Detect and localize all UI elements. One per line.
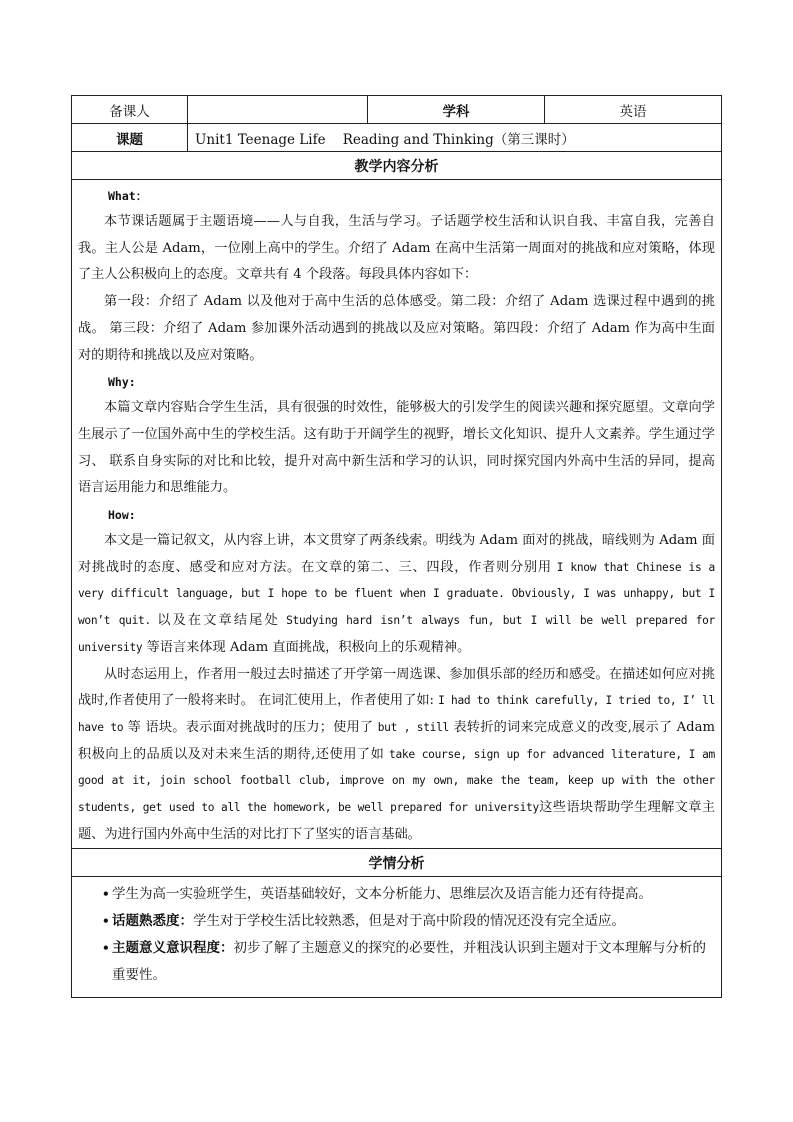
learner-item <box>78 935 715 989</box>
content-analysis-body-row <box>72 180 721 849</box>
how-paragraph-2 <box>78 662 715 849</box>
what-label: What： <box>108 189 148 203</box>
what-paragraph-1: 本节课话题属于主题语境——人与自我，生活与学习。子话题学校生活和认识自我、丰富自我，完善自我。主人公是 Adam，一位刚上高中的学生。介绍了 Adam 在高中生活第一周面对的挑战和应对策略，体现了主人公积极向上的态度。文章共有 4 个段落。每段具体内容如下： <box>78 214 715 283</box>
content-analysis-title: 教学内容分析 <box>354 158 439 175</box>
how-p2-quote-c: take course, sign up for advanced literature, I am good at it, join school football club, improve on my own, make the team, keep up with the other students, get used to all the homework, be well prepared for university <box>78 747 715 815</box>
content-analysis-title-row <box>72 152 721 180</box>
preparer-label: 备课人 <box>109 103 150 120</box>
subject-label: 学科 <box>367 96 544 123</box>
topic-value: Unit1 Teenage Life Reading and Thinking（第三课时） <box>187 124 721 151</box>
learner-analysis-title: 学情分析 <box>368 855 425 872</box>
why-label: Why: <box>108 375 136 390</box>
content-analysis-body <box>72 180 721 848</box>
lesson-plan-table <box>71 95 722 998</box>
learner-item-text: 初步了解了主题意义的探究的必要性，并粗浅认识到主题对于文本理解与分析的重要性。 <box>112 940 706 984</box>
how-p1-quote-b: Studying hard isn’t always fun, but I will be well prepared for university <box>78 614 715 654</box>
how-label: How: <box>108 508 136 523</box>
bullet-icon: • <box>102 941 110 956</box>
how-p1-quote-a: I know that Chinese is a very difficult language, but I hope to be fluent when I graduate. Obviously, I was unhappy, but I won’t quit. <box>78 560 715 628</box>
how-p2-text-c: 表转折的词来完成意义的改变,展示了 Adam 积极向上的品质以及对未来生活的期待,还使用了如 <box>78 719 715 762</box>
subject-value: 英语 <box>544 96 721 123</box>
learner-item-text: 学生为高一实验班学生，英语基础较好，文本分析能力、思维层次及语言能力还有待提高。 <box>112 886 652 903</box>
how-p1-text-b: 以及在文章结尾处 <box>150 613 287 629</box>
learner-item-bold: 话题熟悉度： <box>112 913 193 930</box>
topic-label: 课题 <box>116 131 143 148</box>
preparer-value <box>187 96 367 123</box>
header-row-2 <box>72 124 721 152</box>
learner-analysis-list <box>72 877 721 997</box>
learner-item-bold: 主题意义意识程度： <box>112 940 234 957</box>
learner-item <box>78 908 715 935</box>
learner-analysis-body-row <box>72 877 721 997</box>
learner-analysis-title-row <box>72 849 721 877</box>
how-paragraph-1 <box>78 528 715 662</box>
how-p2-text-d: 这些语块帮助学生理解文章主题、为进行国内外高中生活的对比打下了坚实的语言基础。 <box>78 800 716 842</box>
how-p2-quote-b: but , still <box>377 720 449 734</box>
how-p2-text-a: 从时态运用上，作者用一般过去时描述了开学第一周选课、参加俱乐部的经历和感受。在描述如何应对挑战时,作者使用了一般将来时。 在词汇使用上，作者使用了如: <box>78 666 715 709</box>
how-p2-text-b: 等 语块。表示面对挑战时的压力；使用了 <box>123 719 378 735</box>
learner-item-text: 学生对于学校生活比较熟悉，但是对于高中阶段的情况还没有完全适应。 <box>193 913 625 930</box>
how-p1-text-c: 等语言来体现 Adam 直面挑战，积极向上的乐观精神。 <box>142 639 471 655</box>
how-p2-quote-a: I had to think carefully, I tried to, I’ ll have to <box>78 694 715 734</box>
bullet-icon: • <box>102 914 110 929</box>
header-row-1 <box>72 96 721 124</box>
how-p1-text-a: 本文是一篇记叙文，从内容上讲，本文贯穿了两条线索。明线为 Adam 面对的挑战，暗线则为 Adam 面对挑战时的态度、感受和应对方法。在文章的第二、三、四段，作者则分别用 <box>78 533 715 575</box>
learner-item <box>78 881 715 908</box>
why-paragraph: 本篇文章内容贴合学生生活，具有很强的时效性，能够极大的引发学生的阅读兴趣和探究愿望。文章向学生展示了一位国外高中生的学校生活。这有助于开阔学生的视野，增长文化知识、提升人文素养。学生通过学习、 联系自身实际的对比和比较，提升对高中新生活和学习的认识，同时探究国内外高中生活的异同，提高语言运用能力和思维能力。 <box>78 400 715 496</box>
what-paragraph-2: 第一段：介绍了 Adam 以及他对于高中生活的总体感受。第二段：介绍了 Adam 选课过程中遇到的挑战。 第三段：介绍了 Adam 参加课外活动遇到的挑战以及应对策略。第四段：介绍了 Adam 作为高中生面对的期待和挑战以及应对策略。 <box>78 294 715 363</box>
bullet-icon: • <box>102 887 110 902</box>
